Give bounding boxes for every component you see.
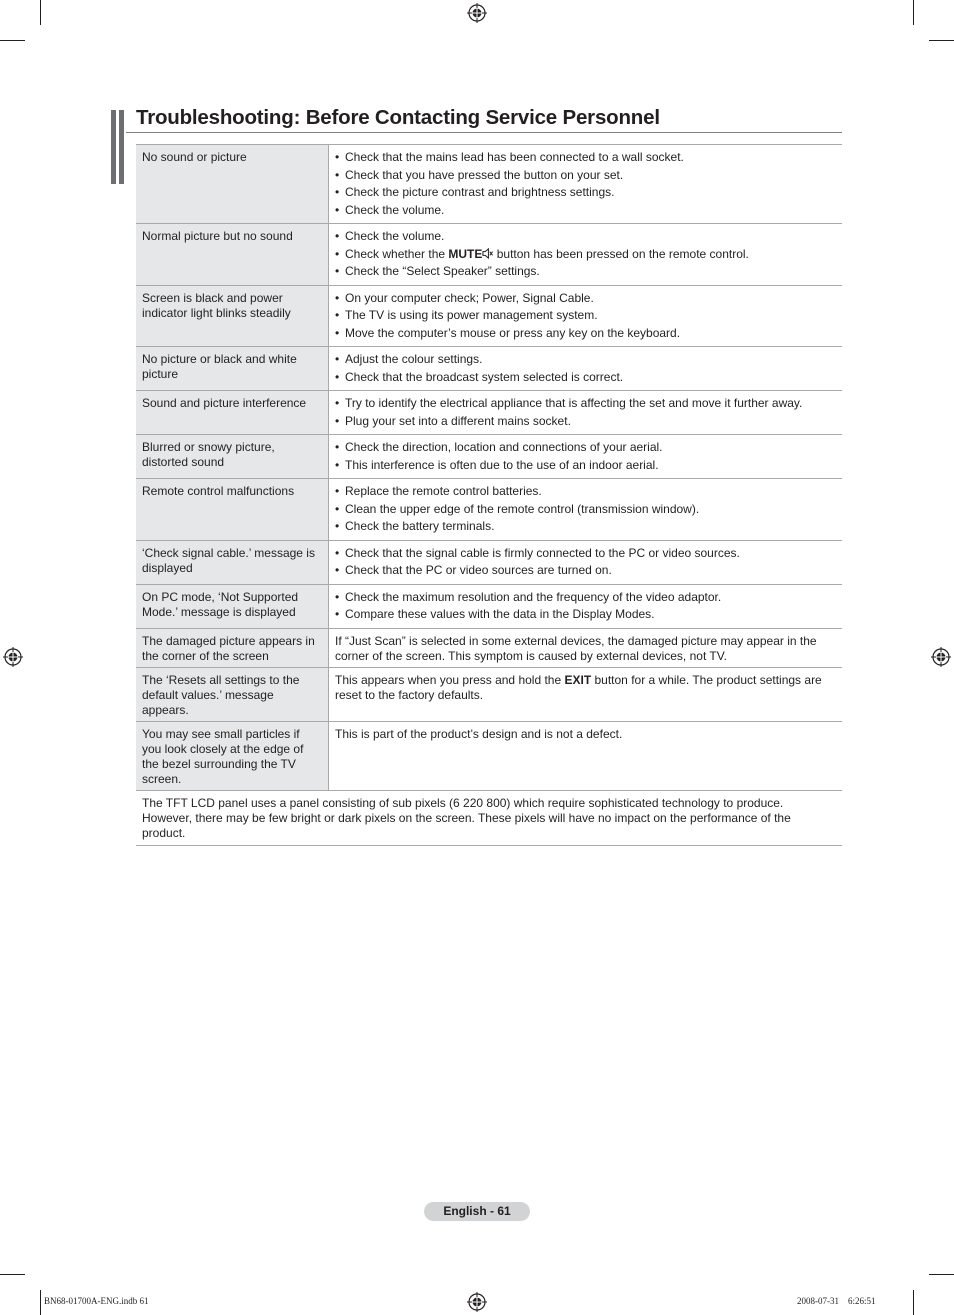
remedy-item: • Check that the broadcast system selected is correct. — [335, 370, 836, 385]
symptom-cell: You may see small particles if you look closely at the edge of the bezel surrounding the TV screen. — [136, 721, 329, 790]
remedy-item: • Plug your set into a different mains socket. — [335, 414, 836, 429]
symptom-cell: Normal picture but no sound — [136, 224, 329, 286]
crop-mark-top-left-horizontal — [0, 40, 25, 41]
mute-button-label: MUTE — [448, 246, 483, 261]
remedy-item: • Check the volume. — [335, 203, 836, 218]
remedy-text: This appears when you press and hold the — [335, 672, 565, 687]
symptom-cell: Blurred or snowy picture, distorted sound — [136, 435, 329, 479]
symptom-cell: The ‘Resets all settings to the default values.’ message appears. — [136, 667, 329, 721]
crop-mark-top-right-vertical — [913, 0, 914, 25]
remedy-cell — [329, 479, 843, 541]
table-note-row — [136, 790, 842, 845]
remedy-item: • Check that the signal cable is firmly connected to the PC or video sources. — [335, 546, 836, 561]
remedy-cell — [329, 224, 843, 286]
table-row — [136, 540, 842, 584]
crop-mark-bottom-right-vertical — [913, 1290, 914, 1315]
crop-mark-top-right-horizontal — [929, 40, 954, 41]
registration-mark-left-icon — [3, 647, 23, 667]
date-slug: 2008-07-31 6:26:51 — [797, 1296, 876, 1306]
remedy-cell — [329, 391, 843, 435]
table-row — [136, 584, 842, 628]
remedy-cell: This is part of the product’s design and is not a defect. — [329, 721, 843, 790]
symptom-cell: ‘Check signal cable.’ message is displayed — [136, 540, 329, 584]
remedy-text: button for a while. The product settings are reset to the factory defaults. — [335, 672, 822, 702]
table-row — [136, 145, 842, 224]
crop-mark-top-left-vertical — [40, 0, 41, 25]
page-number-badge: English - 61 — [424, 1202, 530, 1221]
remedy-text: Check whether the — [345, 246, 449, 261]
remedy-item-mute — [335, 247, 836, 262]
remedy-cell — [329, 285, 843, 347]
remedy-cell — [329, 145, 843, 224]
crop-mark-bottom-left-horizontal — [0, 1274, 25, 1275]
title-underline — [126, 132, 842, 133]
remedy-item: • Clean the upper edge of the remote control (transmission window). — [335, 502, 836, 517]
crop-mark-bottom-right-horizontal — [929, 1274, 954, 1275]
symptom-cell: The damaged picture appears in the corner of the screen — [136, 628, 329, 667]
remedy-item: • The TV is using its power management system. — [335, 308, 836, 323]
remedy-cell: If “Just Scan” is selected in some external devices, the damaged picture may appear in the corner of the screen. This symptom is caused by external devices, not TV. — [329, 628, 843, 667]
remedy-item: • Check the battery terminals. — [335, 519, 836, 534]
symptom-cell: Sound and picture interference — [136, 391, 329, 435]
remedy-item: • Replace the remote control batteries. — [335, 484, 836, 499]
table-row — [136, 224, 842, 286]
table-row — [136, 435, 842, 479]
registration-mark-right-icon — [931, 647, 951, 667]
symptom-cell: No sound or picture — [136, 145, 329, 224]
mute-speaker-icon — [482, 248, 493, 259]
remedy-item: • Check the “Select Speaker” settings. — [335, 264, 836, 279]
lcd-pixel-note: The TFT LCD panel uses a panel consisting of sub pixels (6 220 800) which require sophisticated technology to produce. However, there may be few bright or dark pixels on the screen. These pixels will have no impact on the performance of the product. — [136, 790, 842, 845]
remedy-item: • Check that the mains lead has been connected to a wall socket. — [335, 150, 836, 165]
remedy-item: • Check the maximum resolution and the frequency of the video adaptor. — [335, 590, 836, 605]
heading-accent-bars — [111, 110, 125, 184]
remedy-cell — [329, 584, 843, 628]
remedy-item: • Check that the PC or video sources are turned on. — [335, 563, 836, 578]
remedy-item: • Check the volume. — [335, 229, 836, 244]
table-row — [136, 479, 842, 541]
remedy-item: • Check that you have pressed the button on your set. — [335, 168, 836, 183]
registration-mark-top-icon — [467, 3, 487, 23]
remedy-cell — [329, 667, 843, 721]
symptom-cell: Remote control malfunctions — [136, 479, 329, 541]
symptom-cell: On PC mode, ‘Not Supported Mode.’ message is displayed — [136, 584, 329, 628]
file-slug: BN68-01700A-ENG.indb 61 — [44, 1296, 149, 1306]
remedy-item: • Check the picture contrast and brightness settings. — [335, 185, 836, 200]
remedy-cell — [329, 540, 843, 584]
registration-mark-bottom-icon — [467, 1292, 487, 1312]
table-row — [136, 721, 842, 790]
remedy-item: • Move the computer’s mouse or press any key on the keyboard. — [335, 326, 836, 341]
remedy-cell — [329, 347, 843, 391]
remedy-item: • On your computer check; Power, Signal Cable. — [335, 291, 836, 306]
symptom-cell: Screen is black and power indicator light blinks steadily — [136, 285, 329, 347]
troubleshooting-table — [136, 144, 842, 846]
table-row — [136, 347, 842, 391]
exit-button-label: EXIT — [564, 672, 592, 687]
table-row — [136, 667, 842, 721]
remedy-cell — [329, 435, 843, 479]
remedy-item: • Try to identify the electrical appliance that is affecting the set and move it further away. — [335, 396, 836, 411]
table-row — [136, 285, 842, 347]
table-row — [136, 628, 842, 667]
remedy-text: button has been pressed on the remote control. — [493, 246, 749, 261]
page-title: Troubleshooting: Before Contacting Service Personnel — [136, 106, 660, 129]
table-row — [136, 391, 842, 435]
remedy-item: • Adjust the colour settings. — [335, 352, 836, 367]
remedy-item: • Compare these values with the data in the Display Modes. — [335, 607, 836, 622]
remedy-item: • Check the direction, location and connections of your aerial. — [335, 440, 836, 455]
remedy-item: • This interference is often due to the use of an indoor aerial. — [335, 458, 836, 473]
symptom-cell: No picture or black and white picture — [136, 347, 329, 391]
crop-mark-bottom-left-vertical — [40, 1290, 41, 1315]
